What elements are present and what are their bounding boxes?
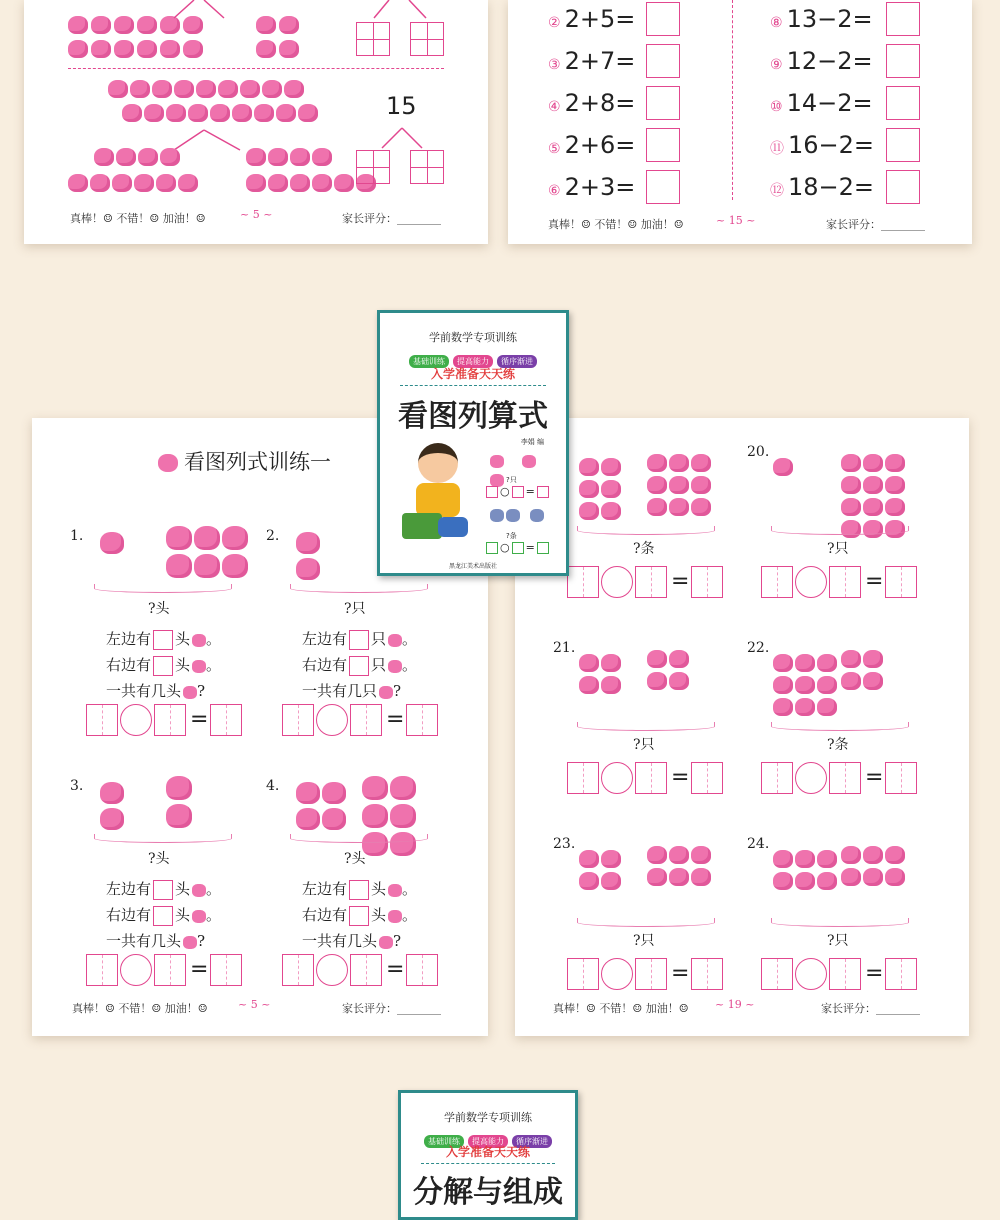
answer-box[interactable] (885, 566, 917, 598)
problem-number: 1. (70, 528, 84, 544)
smiley-icon: ☺ (627, 218, 638, 231)
left-count-sentence: 左边有 头 。 (302, 880, 418, 898)
operator-circle[interactable] (120, 954, 152, 986)
exercise-expression: 2+8= (564, 89, 636, 117)
answer-box[interactable] (691, 762, 723, 794)
car-group-top (108, 80, 338, 126)
equation-row (761, 566, 921, 600)
smiley-icon: ☺ (151, 1002, 162, 1015)
question-label: ?只 (827, 933, 849, 949)
fill-box[interactable] (349, 880, 369, 900)
exercise-row (770, 2, 873, 40)
equation-row (567, 958, 727, 992)
answer-box[interactable] (210, 954, 242, 986)
brace (290, 584, 428, 593)
answer-box[interactable] (886, 44, 920, 78)
question-label: ?头 (148, 851, 170, 867)
answer-box[interactable] (691, 566, 723, 598)
right-count-sentence: 右边有 头 。 (106, 906, 222, 924)
question-label: ?只 (633, 737, 655, 753)
column-divider (732, 0, 733, 200)
cover-series: 学前数学专项训练 (429, 331, 517, 344)
question-label: ?只 (344, 601, 366, 617)
cover-tags: 基础训练 提高能力 循序渐进 (401, 1129, 575, 1148)
answer-box[interactable] (406, 704, 438, 736)
brace (577, 722, 715, 731)
total-number: 15 (386, 92, 417, 120)
operator-circle[interactable] (795, 958, 827, 990)
answer-box[interactable] (761, 566, 793, 598)
exercise-expression: 14−2= (786, 89, 873, 117)
cover-subtitle: 入学准备天天练 (445, 1145, 530, 1159)
problem-number: 3. (70, 778, 84, 794)
cover-series: 学前数学专项训练 (444, 1111, 532, 1124)
smiley-icon: ☺ (195, 212, 206, 225)
page-number: ~ 5 ~ (240, 208, 273, 221)
exercise-expression: 2+3= (564, 173, 636, 201)
operator-circle[interactable] (601, 958, 633, 990)
equals-sign: = (671, 569, 690, 594)
exercise-expression: 16−2= (788, 131, 875, 159)
answer-box[interactable] (646, 128, 680, 162)
exercise-row (770, 128, 874, 166)
dashed-divider (68, 68, 444, 69)
exercise-expression: 2+5= (564, 5, 636, 33)
fill-box[interactable] (349, 906, 369, 926)
page-number: ~ 5 ~ (238, 998, 271, 1011)
exercise-row (548, 86, 635, 124)
exercise-number: ⑥ (548, 183, 561, 199)
answer-box[interactable] (885, 958, 917, 990)
answer-box[interactable] (646, 170, 680, 204)
answer-box[interactable] (761, 762, 793, 794)
equals-sign: = (865, 765, 884, 790)
animal-icon (192, 634, 206, 647)
cover-divider (400, 385, 546, 386)
total-question: 一共有几头 ? (302, 932, 402, 950)
problem-number: 24. (747, 836, 770, 852)
car-group-left (68, 148, 198, 194)
answer-box[interactable] (567, 566, 599, 598)
answer-box[interactable] (86, 704, 118, 736)
answer-box[interactable] (646, 2, 680, 36)
answer-box[interactable] (350, 954, 382, 986)
answer-box[interactable] (885, 762, 917, 794)
fill-box[interactable] (349, 630, 369, 650)
answer-box[interactable] (635, 762, 667, 794)
footer-rating: 真棒！☺ 不错！☺ 加油！☺ (548, 218, 684, 231)
brace (577, 526, 715, 535)
cover-subtitle: 入学准备天天练 (430, 367, 515, 381)
animal-icon (183, 686, 197, 699)
problem-number: 4. (266, 778, 280, 794)
answer-grid-box[interactable] (356, 22, 390, 56)
exercise-row (548, 2, 635, 40)
exercise-expression: 12−2= (786, 47, 873, 75)
answer-box[interactable] (829, 762, 861, 794)
smiley-icon: ☺ (586, 1002, 596, 1015)
exercise-expression: 2+6= (564, 131, 636, 159)
exercise-row (770, 44, 873, 82)
answer-box[interactable] (886, 170, 920, 204)
cover-title: 看图列算式 (398, 399, 548, 434)
question-label: ?条 (633, 541, 655, 557)
exercise-expression: 13−2= (786, 5, 873, 33)
operator-circle[interactable] (795, 762, 827, 794)
equals-sign: = (190, 707, 209, 732)
problem-number: 2. (266, 528, 280, 544)
answer-box[interactable] (635, 566, 667, 598)
brace (771, 722, 909, 731)
parent-score: 家长评分：________ (342, 1002, 441, 1015)
fill-box[interactable] (153, 656, 173, 676)
footer-rating: 真棒！☺ 不错！☺ 加油！☺ (70, 212, 206, 225)
fill-box[interactable] (153, 906, 173, 926)
smiley-icon: ☺ (678, 1002, 689, 1015)
cover-tags: 基础训练 提高能力 循序渐进 (380, 349, 566, 368)
answer-box[interactable] (154, 954, 186, 986)
brace (771, 918, 909, 927)
answer-box[interactable] (406, 954, 438, 986)
smiley-icon: ☺ (632, 1002, 643, 1015)
worksheet-title: 看图列式训练一 (158, 446, 331, 476)
exercise-row (548, 44, 635, 82)
answer-box[interactable] (829, 566, 861, 598)
equation-row (761, 958, 921, 992)
left-count-sentence: 左边有 头 。 (106, 630, 222, 648)
brace (771, 526, 909, 535)
right-worksheet (515, 418, 969, 1036)
exercise-row (770, 86, 873, 124)
smiley-icon: ☺ (673, 218, 684, 231)
exercise-number: ⑫ (770, 183, 784, 199)
question-label: ?条 (827, 737, 849, 753)
answer-grid-box[interactable] (410, 22, 444, 56)
right-count-sentence: 右边有 只 。 (302, 656, 418, 674)
exercise-number: ⑪ (770, 141, 784, 157)
smiley-icon: ☺ (581, 218, 591, 231)
answer-box[interactable] (635, 958, 667, 990)
total-question: 一共有几只 ? (302, 682, 402, 700)
fill-box[interactable] (349, 656, 369, 676)
answer-box[interactable] (646, 44, 680, 78)
exercise-row (548, 128, 635, 166)
answer-grid-box[interactable] (356, 150, 390, 184)
boy-illustration (402, 443, 472, 543)
answer-box[interactable] (282, 704, 314, 736)
brace (94, 834, 232, 843)
right-count-sentence: 右边有 头 。 (106, 656, 222, 674)
answer-box[interactable] (886, 128, 920, 162)
equation-row (567, 762, 727, 796)
answer-grid-box[interactable] (410, 150, 444, 184)
exercise-row (770, 170, 874, 208)
smiley-icon: ☺ (197, 1002, 208, 1015)
answer-box[interactable] (282, 954, 314, 986)
exercise-number: ⑩ (770, 99, 783, 115)
equation-row (567, 566, 727, 600)
animal-icon (192, 910, 206, 923)
brace (94, 584, 232, 593)
exercise-number: ② (548, 15, 561, 31)
animal-icon (379, 936, 393, 949)
exercise-expression: 2+7= (564, 47, 636, 75)
left-count-sentence: 左边有 只 。 (302, 630, 418, 648)
brace (577, 918, 715, 927)
parent-score: 家长评分：________ (342, 212, 441, 225)
total-question: 一共有几头 ? (106, 932, 206, 950)
answer-box[interactable] (86, 954, 118, 986)
cover-divider (421, 1163, 555, 1164)
cover-editor: 李娟 编 (520, 438, 544, 446)
operator-circle[interactable] (601, 566, 633, 598)
smiley-icon: ☺ (103, 212, 113, 225)
exercise-number: ⑧ (770, 15, 783, 31)
animal-icon (388, 910, 402, 923)
equals-sign: = (671, 961, 690, 986)
equation-row (761, 762, 921, 796)
footer-rating: 真棒！☺ 不错！☺ 加油！☺ (553, 1002, 689, 1015)
cover-question-1: ?只 (506, 476, 517, 484)
answer-box[interactable] (567, 958, 599, 990)
problem-number: 20. (747, 444, 770, 460)
equation-row (86, 704, 246, 738)
exercise-row (548, 170, 635, 208)
cover-sample-eq-2: ○ = (484, 541, 551, 554)
cover-sample-mid (488, 505, 548, 529)
fill-box[interactable] (153, 630, 173, 650)
answer-box[interactable] (829, 958, 861, 990)
operator-circle[interactable] (316, 954, 348, 986)
top-left-worksheet (24, 0, 488, 244)
equals-sign: = (865, 961, 884, 986)
exercise-number: ⑤ (548, 141, 561, 157)
animal-icon (379, 686, 393, 699)
cover-sample-eq-1: ○ = (484, 485, 551, 498)
animal-icon (192, 884, 206, 897)
answer-box[interactable] (886, 2, 920, 36)
exercise-number: ④ (548, 99, 561, 115)
operator-circle[interactable] (316, 704, 348, 736)
question-label: ?只 (633, 933, 655, 949)
smiley-icon: ☺ (149, 212, 160, 225)
animal-icon (388, 884, 402, 897)
top-right-worksheet (508, 0, 972, 244)
cover-publisher: 黑龙江美术出版社 (448, 563, 497, 570)
answer-box[interactable] (886, 86, 920, 120)
answer-box[interactable] (691, 958, 723, 990)
operator-circle[interactable] (120, 704, 152, 736)
brace (290, 834, 428, 843)
book-cover-kantu (377, 310, 569, 576)
problem-number: 22. (747, 640, 770, 656)
book-cover-fenjie (398, 1090, 578, 1220)
animal-icon (183, 936, 197, 949)
exercise-number: ⑨ (770, 57, 783, 73)
equation-row (282, 704, 442, 738)
equals-sign: = (190, 957, 209, 982)
parent-score: 家长评分：________ (826, 218, 925, 231)
parent-score: 家长评分：________ (821, 1002, 920, 1015)
cover-title: 分解与组成 (413, 1175, 563, 1210)
pig-icon (158, 454, 178, 472)
animal-icon (192, 660, 206, 673)
operator-circle[interactable] (601, 762, 633, 794)
question-label: ?头 (344, 851, 366, 867)
animal-icon (388, 634, 402, 647)
operator-circle[interactable] (795, 566, 827, 598)
exercise-expression: 18−2= (788, 173, 875, 201)
page-number: ~ 19 ~ (715, 998, 755, 1011)
animal-icon (388, 660, 402, 673)
total-question: 一共有几头 ? (106, 682, 206, 700)
question-label: ?只 (827, 541, 849, 557)
page-number: ~ 15 ~ (716, 214, 756, 227)
exercise-number: ③ (548, 57, 561, 73)
problem-number: 21. (553, 640, 576, 656)
fill-box[interactable] (153, 880, 173, 900)
smiley-icon: ☺ (105, 1002, 115, 1015)
footer-rating: 真棒！☺ 不错！☺ 加油！☺ (72, 1002, 208, 1015)
equals-sign: = (386, 707, 405, 732)
answer-box[interactable] (567, 762, 599, 794)
answer-box[interactable] (154, 704, 186, 736)
answer-box[interactable] (210, 704, 242, 736)
equals-sign: = (386, 957, 405, 982)
equals-sign: = (671, 765, 690, 790)
answer-box[interactable] (350, 704, 382, 736)
left-count-sentence: 左边有 头 。 (106, 880, 222, 898)
answer-box[interactable] (761, 958, 793, 990)
equation-row (86, 954, 246, 988)
branch-lines-top (164, 0, 444, 24)
answer-box[interactable] (646, 86, 680, 120)
question-label: ?头 (148, 601, 170, 617)
equals-sign: = (865, 569, 884, 594)
cover-question-2: ?条 (506, 532, 517, 540)
right-count-sentence: 右边有 头 。 (302, 906, 418, 924)
problem-number: 23. (553, 836, 576, 852)
equation-row (282, 954, 442, 988)
